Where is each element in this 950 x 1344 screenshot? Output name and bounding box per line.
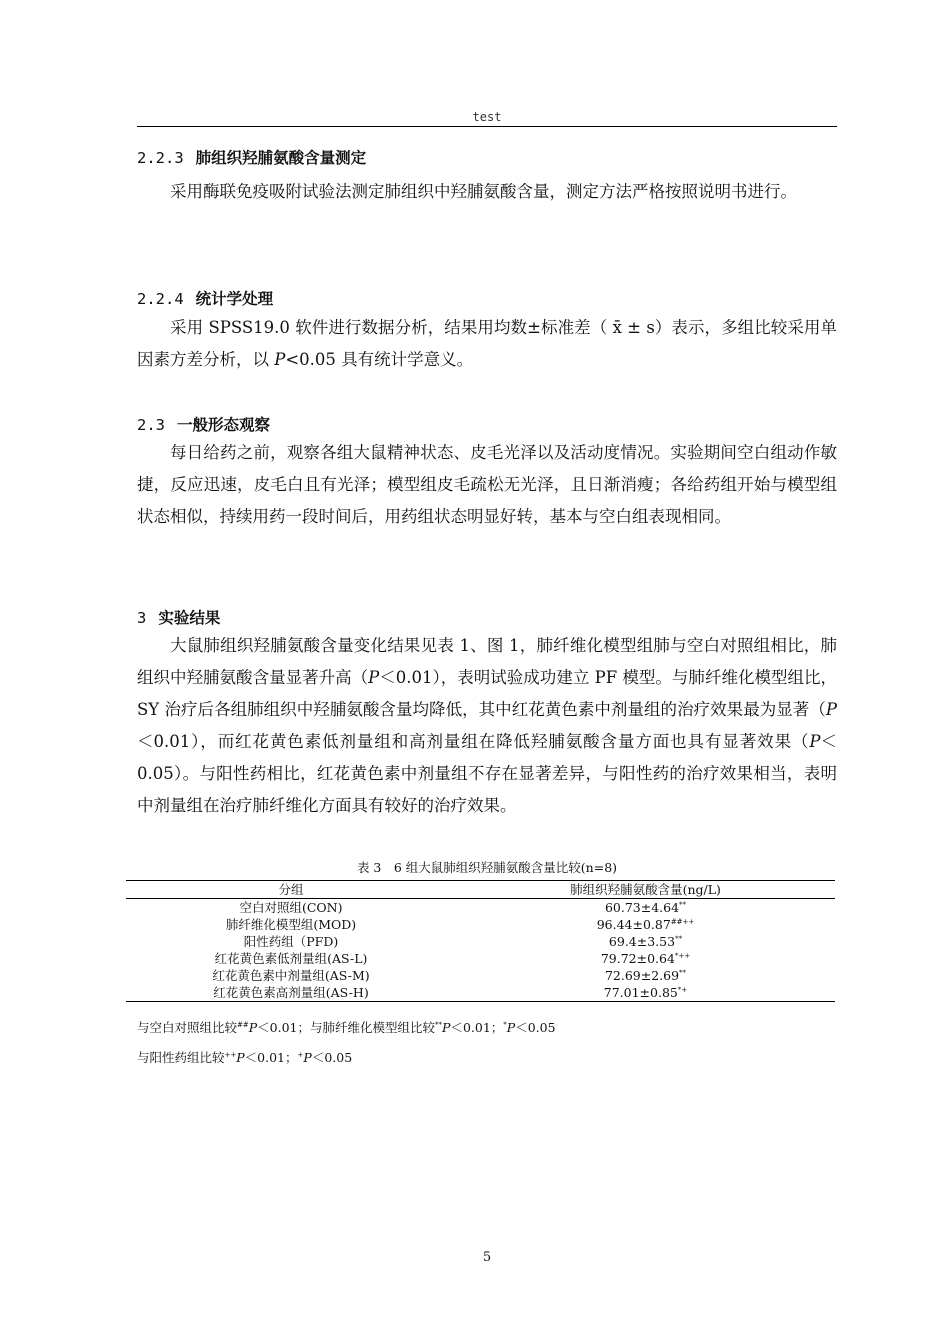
group-cell: 红花黄色素高剂量组(AS-H) — [213, 985, 369, 1000]
paragraph-text — [137, 312, 837, 376]
value-cell — [456, 984, 835, 1002]
value-cell — [456, 933, 835, 950]
section-heading-2-2-3 — [137, 146, 837, 168]
section-number: 3 — [137, 609, 147, 627]
note-text: ＜0.01；与肺纤维化模型组比较 — [257, 1020, 436, 1035]
column-header-value: 肺组织羟脯氨酸含量(ng/L) — [570, 882, 721, 897]
paragraph-segment: ＜0.05）。与阳性药相比，红花黄色素中剂量组不存在显著差异，与阳性药的治疗效果相当，表明中剂量组在治疗肺纤维化方面具有较好的治疗效果。 — [137, 732, 837, 815]
value-text: 96.44±0.87 — [596, 917, 671, 932]
table-note-2 — [137, 1048, 837, 1066]
section-paragraph-2-2-4 — [137, 312, 837, 376]
significance-mark: *++ — [674, 951, 691, 960]
p-symbol: P — [274, 350, 286, 369]
group-cell: 肺纤维化模型组(MOD) — [225, 917, 357, 932]
p-symbol: P — [809, 732, 821, 751]
significance-mark: *+ — [677, 985, 688, 994]
p-symbol: P — [303, 1050, 312, 1065]
note-mark: * — [503, 1020, 507, 1029]
paragraph-segment: ＜0.01），表明试验成功建立 PF 模型。与肺纤维化模型组比，SY 治疗后各组肺组织中羟脯氨酸含量均降低，其中红花黄色素中剂量组的治疗效果最为显著（ — [137, 668, 838, 719]
note-mark: ** — [435, 1020, 443, 1029]
column-header-group: 分组 — [278, 882, 304, 897]
p-symbol: P — [368, 668, 380, 687]
value-cell — [456, 916, 835, 933]
page-number: 5 — [482, 1250, 492, 1265]
section-title: 一般形态观察 — [177, 416, 271, 434]
table-row — [126, 984, 835, 1002]
table-caption: 表 3 6 组大鼠肺组织羟脯氨酸含量比较(n=8) — [356, 860, 618, 875]
note-text: 与阳性药组比较 — [137, 1050, 225, 1065]
note-text: ＜0.05 — [311, 1050, 353, 1065]
paragraph-segment: 大鼠肺组织羟脯氨酸含量变化结果见表 1、图 1，肺纤维化模型组肺与空白对照组相比，肺组织中羟脯氨酸含量显著升高（ — [137, 636, 837, 687]
note-text: ＜0.01； — [244, 1050, 298, 1065]
value-text: 69.4±3.53 — [608, 934, 676, 949]
value-text: 79.72±0.64 — [600, 951, 675, 966]
table-row — [126, 916, 835, 933]
paragraph-segment: 采用 SPSS19.0 软件进行数据分析，结果用均数±标准差（ x̄ ± s）表示，多组比较采用单因素方差分析，以 — [137, 318, 837, 369]
table-header-row — [126, 881, 835, 899]
significance-mark: ** — [679, 968, 687, 977]
note-text: 与空白对照组比较 — [137, 1020, 238, 1035]
note-mark: ++ — [224, 1050, 237, 1059]
paragraph-segment: <0.05 具有统计学意义。 — [285, 350, 474, 369]
section-title: 统计学处理 — [195, 290, 274, 308]
running-header: test — [472, 110, 502, 124]
section-paragraph-2-3 — [137, 437, 837, 533]
paragraph-segment: ＜0.01），而红花黄色素低剂量组和高剂量组在降低羟脯氨酸含量方面也具有显著效果（ — [137, 732, 810, 751]
section-number: 2.2.4 — [137, 290, 184, 308]
group-cell: 空白对照组(CON) — [239, 900, 343, 915]
value-text: 77.01±0.85 — [603, 985, 678, 1000]
table-row — [126, 950, 835, 967]
section-heading-2-3 — [137, 413, 837, 435]
results-table — [126, 880, 835, 1002]
paragraph-text: 每日给药之前，观察各组大鼠精神状态、皮毛光泽以及活动度情况。实验期间空白组动作敏捷，反应迅速，皮毛白且有光泽；模型组皮毛疏松无光泽，且日渐消瘦；各给药组开始与模型组状态相似，持续用药一段时间后，用药组状态明显好转，基本与空白组表现相同。 — [137, 443, 837, 526]
note-text: ＜0.01； — [450, 1020, 504, 1035]
paragraph-text — [137, 630, 837, 822]
section-heading-2-2-4 — [137, 287, 837, 309]
note-mark: ## — [237, 1020, 249, 1029]
section-paragraph-3 — [137, 630, 837, 822]
group-cell: 红花黄色素低剂量组(AS-L) — [214, 951, 368, 966]
value-cell — [456, 950, 835, 967]
group-cell: 阳性药组（PFD) — [243, 934, 339, 949]
significance-mark: ** — [675, 934, 683, 943]
paragraph-text: 采用酶联免疫吸附试验法测定肺组织中羟脯氨酸含量，测定方法严格按照说明书进行。 — [170, 182, 797, 201]
table-note-1 — [137, 1018, 837, 1036]
value-cell — [456, 967, 835, 984]
table-row — [126, 899, 835, 917]
p-symbol: P — [236, 1050, 245, 1065]
p-symbol: P — [442, 1020, 451, 1035]
section-number: 2.3 — [137, 416, 165, 434]
significance-mark: ##++ — [670, 917, 695, 926]
table-row — [126, 967, 835, 984]
section-title: 实验结果 — [158, 609, 221, 627]
p-symbol: P — [825, 700, 837, 719]
section-heading-3 — [137, 606, 837, 628]
note-text: ＜0.05 — [515, 1020, 556, 1035]
note-mark: + — [297, 1050, 304, 1059]
value-text: 72.69±2.69 — [604, 968, 680, 983]
header-rule — [137, 126, 837, 127]
section-number: 2.2.3 — [137, 149, 184, 167]
value-text: 60.73±4.64 — [604, 900, 680, 915]
p-symbol: P — [506, 1020, 516, 1035]
group-cell: 红花黄色素中剂量组(AS-M) — [212, 968, 370, 983]
section-title: 肺组织羟脯氨酸含量测定 — [195, 149, 367, 167]
table-row — [126, 933, 835, 950]
section-paragraph-2-2-3 — [137, 176, 837, 208]
significance-mark: ** — [679, 900, 687, 909]
value-cell — [456, 899, 835, 917]
p-symbol: P — [248, 1020, 258, 1035]
